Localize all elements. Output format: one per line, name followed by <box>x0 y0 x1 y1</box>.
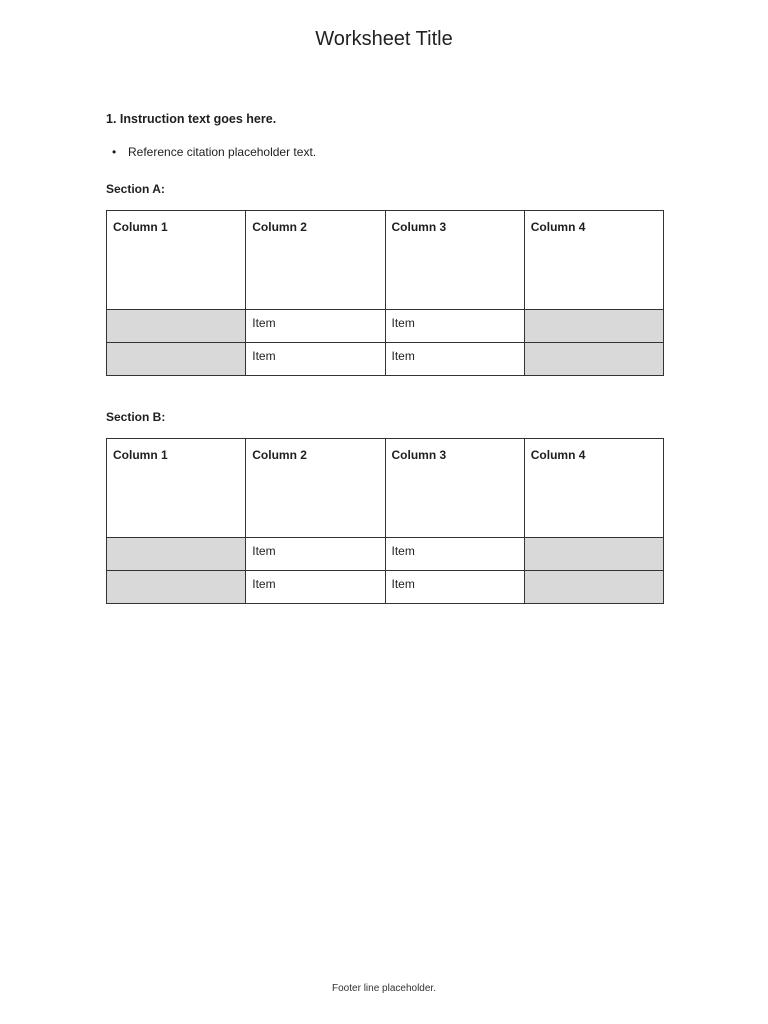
section-table <box>106 210 664 376</box>
blank-cell[interactable] <box>107 538 246 571</box>
table-cell: Item <box>246 571 385 604</box>
blank-cell[interactable] <box>524 571 663 604</box>
instruction-text: 1. Instruction text goes here. <box>106 112 277 126</box>
table-cell: Item <box>246 343 385 376</box>
column-header: Column 4 <box>524 439 663 538</box>
table-row <box>107 343 664 376</box>
table-header-row <box>107 211 664 310</box>
blank-cell[interactable] <box>524 343 663 376</box>
column-header: Column 2 <box>246 211 385 310</box>
column-header: Column 1 <box>107 439 246 538</box>
blank-cell[interactable] <box>107 310 246 343</box>
column-header: Column 3 <box>385 211 524 310</box>
table-cell: Item <box>385 343 524 376</box>
column-header: Column 1 <box>107 211 246 310</box>
table-cell: Item <box>246 310 385 343</box>
blank-cell[interactable] <box>107 343 246 376</box>
table-row <box>107 538 664 571</box>
table-header-row <box>107 439 664 538</box>
blank-cell[interactable] <box>107 571 246 604</box>
reference-text: Reference citation placeholder text. <box>128 145 317 159</box>
section-title: Section A: <box>106 182 165 196</box>
table-row <box>107 571 664 604</box>
column-header: Column 3 <box>385 439 524 538</box>
worksheet-content <box>106 112 666 638</box>
bullet-icon: • <box>112 145 117 159</box>
table-cell: Item <box>385 310 524 343</box>
blank-cell[interactable] <box>524 538 663 571</box>
table-sections <box>106 182 666 604</box>
blank-cell[interactable] <box>524 310 663 343</box>
section-title: Section B: <box>106 410 166 424</box>
table-row <box>107 310 664 343</box>
page-title: Worksheet Title <box>315 28 453 50</box>
page-footer <box>0 982 768 996</box>
column-header: Column 2 <box>246 439 385 538</box>
footer-text: Footer line placeholder. <box>332 983 436 994</box>
table-cell: Item <box>246 538 385 571</box>
page-header <box>0 28 768 51</box>
section-table <box>106 438 664 604</box>
table-cell: Item <box>385 538 524 571</box>
reference-item <box>106 138 666 166</box>
table-cell: Item <box>385 571 524 604</box>
column-header: Column 4 <box>524 211 663 310</box>
